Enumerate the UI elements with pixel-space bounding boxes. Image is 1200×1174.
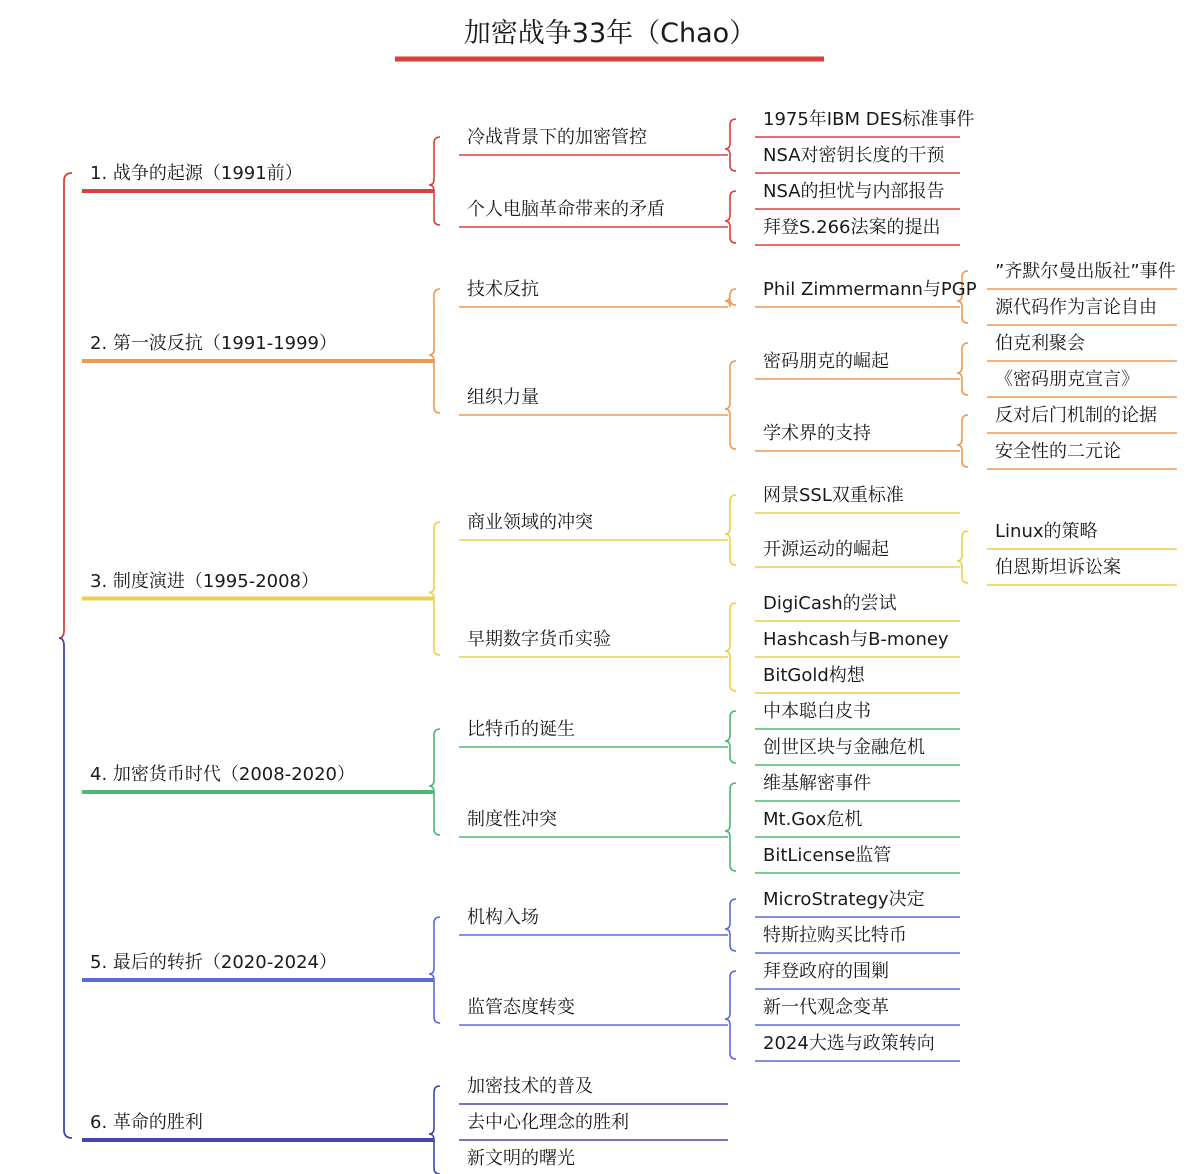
level3-node[interactable]: NSA的担忧与内部报告 (763, 181, 945, 202)
root-bracket-top (59, 173, 72, 638)
bracket-connector (725, 971, 736, 1059)
bracket-connector (429, 289, 440, 413)
branch-node[interactable]: 5. 最后的转折（2020-2024） (90, 952, 338, 973)
bracket-connector (957, 531, 968, 583)
level2-node[interactable]: 制度性冲突 (467, 809, 557, 830)
level4-node[interactable]: 伯克利聚会 (995, 333, 1085, 354)
level3-node[interactable]: 1975年IBM DES标准事件 (763, 109, 975, 130)
level2-node[interactable]: 组织力量 (467, 387, 539, 408)
level2-node[interactable]: 个人电脑革命带来的矛盾 (467, 199, 665, 220)
level2-node[interactable]: 监管态度转变 (467, 997, 575, 1018)
bracket-connector (725, 783, 736, 871)
level3-node[interactable]: 学术界的支持 (763, 423, 871, 444)
level3-node[interactable]: 新一代观念变革 (763, 997, 889, 1018)
level2-node[interactable]: 新文明的曙光 (467, 1148, 575, 1169)
bracket-connector (429, 1086, 440, 1174)
level4-node[interactable]: 反对后门机制的论据 (995, 405, 1157, 426)
level3-node[interactable]: Phil Zimmermann与PGP (763, 279, 977, 300)
level3-node[interactable]: 密码朋克的崛起 (763, 351, 889, 372)
bracket-connector (429, 522, 440, 655)
level4-node[interactable]: ”齐默尔曼出版社”事件 (995, 261, 1176, 282)
bracket-connector (725, 191, 736, 243)
level2-node[interactable]: 商业领域的冲突 (467, 512, 593, 533)
level3-node[interactable]: 网景SSL双重标准 (763, 485, 904, 506)
level3-node[interactable]: MicroStrategy决定 (763, 889, 925, 910)
level3-node[interactable]: 2024大选与政策转向 (763, 1033, 935, 1054)
level2-node[interactable]: 加密技术的普及 (467, 1076, 593, 1097)
bracket-connector (725, 899, 736, 951)
bracket-connector (429, 729, 440, 835)
level3-node[interactable]: 拜登政府的围剿 (763, 961, 889, 982)
branch-node[interactable]: 2. 第一波反抗（1991-1999） (90, 333, 338, 354)
bracket-connector (429, 137, 440, 225)
level3-node[interactable]: Hashcash与B-money (763, 629, 949, 650)
level4-node[interactable]: 《密码朋克宣言》 (995, 369, 1139, 390)
level3-node[interactable]: 创世区块与金融危机 (763, 737, 925, 758)
bracket-connector (725, 603, 736, 691)
level4-node[interactable]: Linux的策略 (995, 521, 1098, 542)
bracket-connector (429, 917, 440, 1023)
level4-node[interactable]: 安全性的二元论 (995, 441, 1121, 462)
level2-node[interactable]: 技术反抗 (467, 279, 539, 300)
bracket-connector (725, 495, 736, 565)
level4-node[interactable]: 源代码作为言论自由 (995, 297, 1157, 318)
level3-node[interactable]: 中本聪白皮书 (763, 701, 871, 722)
level3-node[interactable]: BitGold构想 (763, 665, 865, 686)
bracket-connector (725, 361, 736, 449)
bracket-connector (725, 119, 736, 171)
level3-node[interactable]: 维基解密事件 (763, 773, 871, 794)
root-bracket-bottom (59, 638, 72, 1138)
bracket-connector (957, 343, 968, 395)
bracket-connector (957, 415, 968, 467)
level2-node[interactable]: 机构入场 (467, 907, 539, 928)
level3-node[interactable]: Mt.Gox危机 (763, 809, 863, 830)
level3-node[interactable]: 特斯拉购买比特币 (763, 925, 907, 946)
level2-node[interactable]: 去中心化理念的胜利 (467, 1112, 629, 1133)
branch-node[interactable]: 3. 制度演进（1995-2008） (90, 570, 320, 592)
branch-node[interactable]: 6. 革命的胜利 (90, 1112, 203, 1133)
branch-node[interactable]: 1. 战争的起源（1991前） (90, 163, 303, 184)
level4-node[interactable]: 伯恩斯坦诉讼案 (995, 557, 1121, 578)
level3-node[interactable]: 开源运动的崛起 (763, 539, 889, 560)
level3-node[interactable]: NSA对密钥长度的干预 (763, 145, 945, 166)
level3-node[interactable]: 拜登S.266法案的提出 (763, 217, 941, 238)
bracket-connector (725, 711, 736, 763)
level2-node[interactable]: 早期数字货币实验 (467, 629, 611, 650)
bracket-connector (725, 289, 736, 307)
level3-node[interactable]: DigiCash的尝试 (763, 593, 897, 614)
level3-node[interactable]: BitLicense监管 (763, 845, 892, 866)
diagram-title: 加密战争33年（Chao） (463, 18, 757, 49)
level2-node[interactable]: 比特币的诞生 (467, 719, 575, 740)
level2-node[interactable]: 冷战背景下的加密管控 (467, 127, 647, 148)
branch-node[interactable]: 4. 加密货币时代（2008-2020） (90, 764, 356, 785)
